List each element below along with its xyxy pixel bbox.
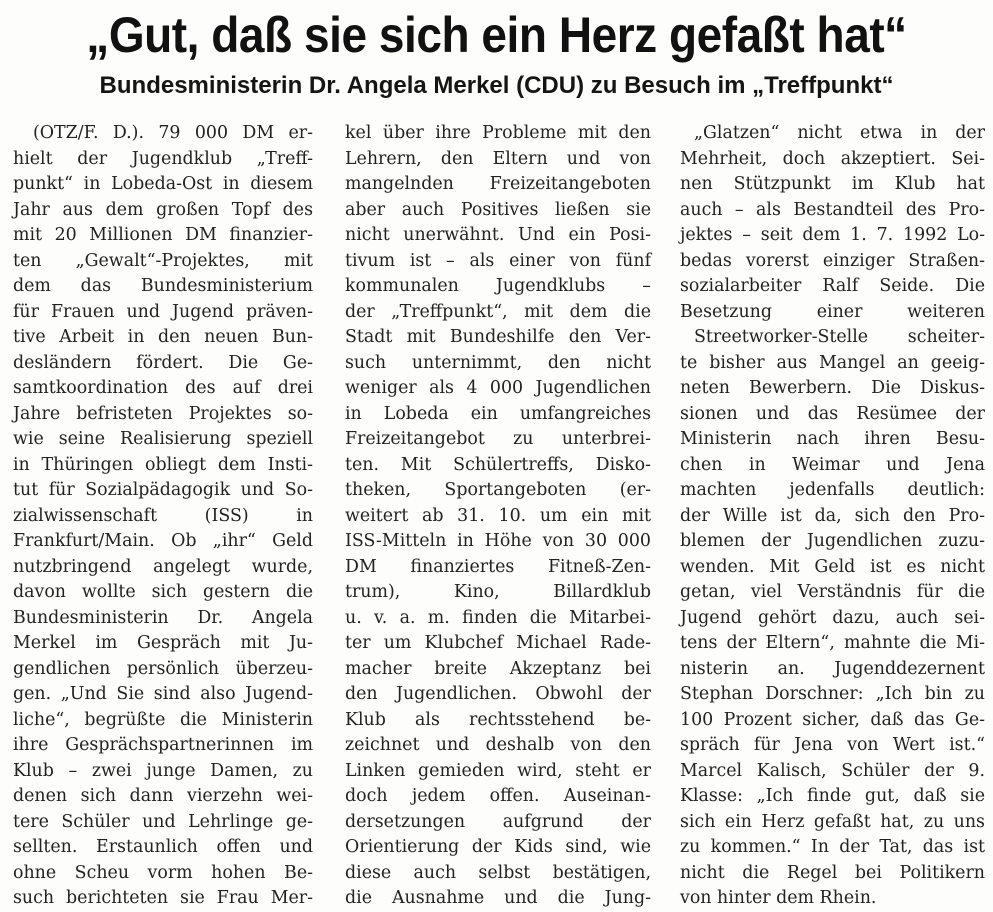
text-line: desländern fördert. Die Ge- [13,352,313,373]
text-line: tens der Eltern“, mahnte die Mi- [680,633,985,653]
article-column-1 [13,121,313,912]
text-line: zialwissenschaft (ISS) in [13,505,313,526]
text-line: „Glatzen“ nicht etwa in der [694,123,985,143]
text-line: Jugend gehört dazu, auch sei- [680,607,985,628]
text-line: sozialarbeiter Ralf Seide. Die [680,276,985,296]
text-line: Klasse: „Ich finde gut, daß sie [680,786,985,806]
text-line: Mehrheit, doch akzeptiert. Sei- [680,148,985,169]
text-line: ISS-Mitteln in Höhe von 30 000 [345,531,651,551]
text-line: weitert ab 31. 10. um ein mit [345,505,651,526]
article-column-3 [680,121,985,912]
headline: „Gut, daß sie sich ein Herz gefaßt hat“ [86,7,907,63]
text-line: trum), Kino, Billardklub [345,582,651,602]
text-line: macher breite Akzeptanz bei [345,658,651,679]
text-line: Frankfurt/Main. Ob „ihr“ Geld [13,531,313,551]
text-line: gendlichen persönlich überzeu- [13,658,313,679]
text-line: der Wille ist da, sich den Pro- [680,505,985,526]
text-line: Besetzung einer weiteren [680,301,985,322]
text-line: te bisher aus Mangel an geeig- [680,352,985,373]
text-line: wie seine Realisierung speziell [13,429,313,449]
text-line: neten Bewerbern. Die Diskus- [680,378,985,398]
text-line: such berichteten sie Frau Mer- [13,888,313,908]
text-line: jektes – seit dem 1. 7. 1992 Lo- [680,225,985,245]
text-line: dem das Bundesministerium [13,276,313,296]
text-line: weniger als 4 000 Jugendlichen [345,378,651,398]
text-line: mit 20 Millionen DM finanzier- [13,225,313,245]
text-line: chen in Weimar und Jena [680,454,985,475]
text-line: nicht die Regel bei Politikern [680,862,985,883]
text-line: nen Stützpunkt im Klub hat [680,174,985,194]
text-line: nicht unerwähnt. Und ein Posi- [345,225,651,245]
text-line: Lehrern, den Eltern und von [345,148,651,169]
text-line: kel über ihre Probleme mit den [345,123,651,143]
text-line: punkt“ in Lobeda-Ost in diesem [13,174,313,194]
text-line: nutzbringend angelegt wurde, [13,556,313,577]
text-line: Linken gemieden wird, steht er [345,760,651,781]
text-line: Streetworker-Stelle scheiter- [694,327,985,347]
text-line: mangelnden Freizeitangeboten [345,174,651,194]
text-line: theken, Sportangeboten (er- [345,480,651,500]
subtitle: Bundesministerin Dr. Angela Merkel (CDU) zu Besuch im „Treffpunkt“ [99,72,894,99]
text-line: doch jedem offen. Auseinan- [345,786,651,806]
text-line: für Frauen und Jugend präven- [13,301,313,322]
text-line: tut für Sozialpädagogik und So- [13,480,313,500]
text-line: sich ein Herz gefaßt hat, zu uns [680,811,985,832]
text-line: ten. Mit Schülertreffs, Disko- [345,454,651,475]
text-line: dersetzungen aufgrund der [345,811,651,832]
text-line: tere Schüler und Lehrlinge ge- [13,811,313,832]
text-line: nisterin an. Jugenddezernent [680,658,985,679]
text-line: aber auch Positives ließen sie [345,199,651,220]
text-line: in Lobeda ein umfangreiches [345,403,651,424]
text-line: Stadt mit Bundeshilfe den Ver- [345,327,651,347]
text-line: zeichnet und deshalb von den [345,735,651,755]
text-line: sellten. Erstaunlich offen und [13,837,313,857]
text-line: ten „Gewalt“-Projektes, mit [13,250,313,271]
text-line: (OTZ/F. D.). 79 000 DM er- [33,123,313,143]
text-line: hielt der Jugendklub „Treff- [13,148,313,169]
article-column-2 [345,121,651,912]
text-line: tivum ist – als einer von fünf [345,250,651,271]
text-line: tive Arbeit in den neuen Bun- [13,327,313,347]
text-line: samtkoordination des auf drei [13,378,313,398]
text-line: such unternimmt, den nicht [345,352,651,373]
text-line: blemen der Jugendlichen zuzu- [680,531,985,551]
text-line: sionen und das Resümee der [680,403,985,424]
text-line: von hinter dem Rhein. [680,888,877,908]
text-line: Freizeitangebot zu unterbrei- [345,429,651,449]
text-line: kommunalen Jugendklubs – [345,276,651,296]
text-line: auch – als Bestandteil des Pro- [680,199,985,220]
text-line: liche“, begrüßte die Ministerin [13,709,313,730]
text-line: Bundesministerin Dr. Angela [13,607,313,628]
text-line: den Jugendlichen. Obwohl der [345,684,651,704]
text-line: bedas vorerst einziger Straßen- [680,250,985,271]
text-line: Klub als rechtsstehend be- [345,709,651,730]
text-line: Jahr aus dem großen Topf des [13,199,313,220]
text-line: Stephan Dorschner: „Ich bin zu [680,684,985,704]
text-line: die Ausnahme und die Jung- [345,888,651,908]
text-line: DM finanziertes Fitneß-Zen- [345,556,651,577]
text-line: getan, viel Verständnis für die [680,582,985,602]
text-line: wenden. Mit Geld ist es nicht [680,556,985,577]
text-line: Klub – zwei junge Damen, zu [13,760,313,781]
text-line: gen. „Und Sie sind also Jugend- [13,684,313,704]
text-line: zu kommen.“ In der Tat, das ist [680,837,985,857]
text-line: denen sich dann vierzehn wei- [13,786,313,806]
text-line: machten jedenfalls deutlich: [680,480,985,500]
text-line: Orientierung der Kids sind, wie [345,837,651,857]
text-line: davon wollte sich gestern die [13,582,313,602]
text-line: ihre Gesprächspartnerinnen im [13,735,313,755]
text-line: der „Treffpunkt“, mit dem die [345,301,651,322]
text-line: spräch für Jena von Wert ist.“ [680,735,985,755]
text-line: Jahre befristeten Projektes so- [13,403,313,424]
text-line: 100 Prozent sicher, daß das Ge- [680,709,985,730]
text-line: Merkel im Gespräch mit Ju- [13,633,313,653]
text-line: u. v. a. m. finden die Mitarbei- [345,607,651,628]
text-line: Ministerin nach ihren Besu- [680,429,985,449]
text-line: ter um Klubchef Michael Rade- [345,633,651,653]
text-line: ohne Scheu vorm hohen Be- [13,862,313,883]
text-line: diese auch selbst bestätigen, [345,862,651,883]
text-line: Marcel Kalisch, Schüler der 9. [680,760,985,781]
text-line: in Thüringen obliegt dem Insti- [13,454,313,475]
